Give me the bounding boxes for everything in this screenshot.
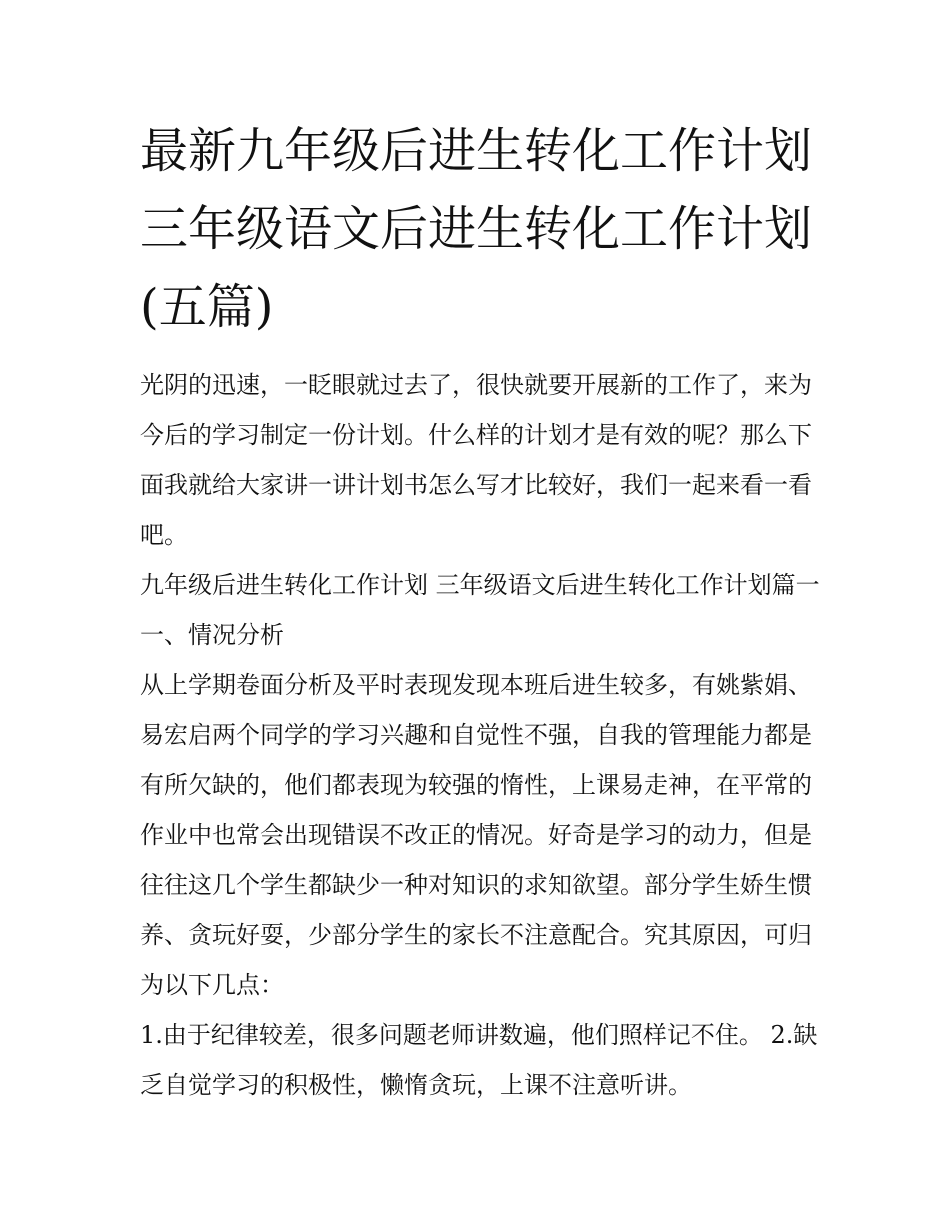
situation-analysis-paragraph: 从上学期卷面分析及平时表现发现本班后进生较多，有姚紫娟、易宏启两个同学的学习兴趣和自觉性不强，自我的管理能力都是有所欠缺的，他们都表现为较强的惰性，上课易走神，在平常的作业中也常会出现错误不改正的情况。好奇是学习的动力，但是往往这几个学生都缺少一种对知识的求知欲望。部分学生娇生惯养、贪玩好耍，少部分学生的家长不注意配合。究其原因，可归为以下几点： [140,671,812,999]
document-body [140,112,820,1110]
section-heading-paragraph: 九年级后进生转化工作计划 三年级语文后进生转化工作计划篇一一、情况分析 [140,571,820,649]
intro-paragraph: 光阴的迅速，一眨眼就过去了，很快就要开展新的工作了，来为今后的学习制定一份计划。什么样的计划才是有效的呢？那么下面我就给大家讲一讲计划书怎么写才比较好，我们一起来看一看吧。 [140,371,812,549]
reasons-list-paragraph: 1.由于纪律较差，很多问题老师讲数遍，他们照样记不住。 2.缺乏自觉学习的积极性，懒惰贪玩，上课不注意听讲。 [140,1021,818,1099]
document-title: 最新九年级后进生转化工作计划 三年级语文后进生转化工作计划(五篇) [140,123,813,335]
